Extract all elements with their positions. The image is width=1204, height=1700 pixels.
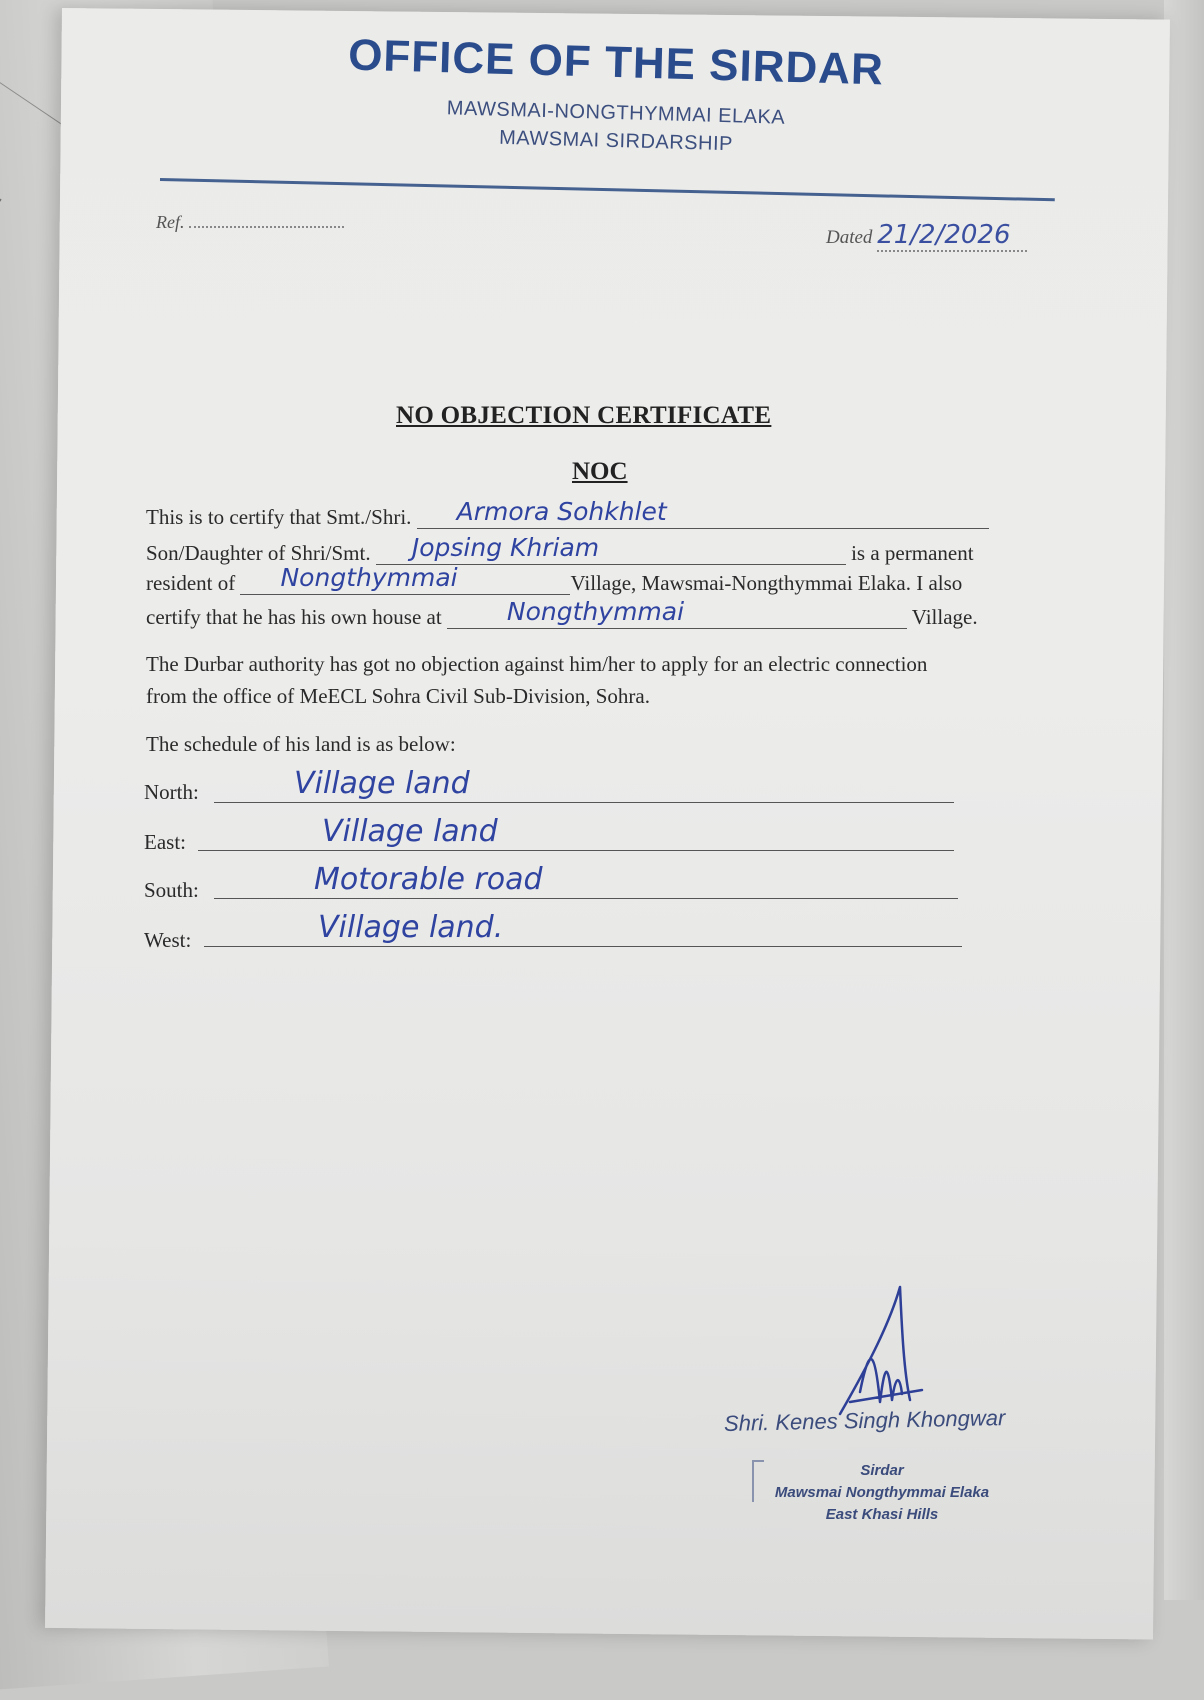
house-village-field — [447, 597, 907, 629]
signatory-name: Shri. Kenes Singh Khongwar — [723, 1405, 1006, 1436]
office-title: OFFICE OF THE SIRDAR — [347, 30, 885, 95]
cert-line-3 — [146, 563, 963, 596]
sirdarship-subtitle: MAWSMAI SIRDARSHIP — [498, 126, 734, 156]
parent-name-field — [376, 533, 846, 565]
east-value: Village land — [322, 814, 498, 849]
house-village: Nongthymmai — [506, 597, 685, 626]
stamp-title: Sirdar — [860, 1462, 904, 1479]
ref-field — [156, 212, 344, 233]
ref-value — [189, 226, 344, 228]
south-boundary-field — [214, 862, 958, 899]
north-boundary-field — [214, 766, 954, 803]
north-label: North: — [144, 780, 199, 804]
durbar-paragraph — [146, 648, 1056, 712]
west-label: West: — [144, 928, 192, 952]
cert-line-1 — [146, 497, 989, 530]
stamp-district: East Khasi Hills — [825, 1506, 939, 1523]
resident-village-field — [240, 563, 570, 595]
west-boundary-field — [204, 910, 962, 947]
schedule-intro: The schedule of his land is as below: — [146, 732, 456, 756]
stamp-elaka: Mawsmai Nongthymmai Elaka — [774, 1484, 990, 1501]
parent-name: Jopsing Khriam — [411, 533, 600, 562]
right-paper-stack — [1164, 0, 1204, 1600]
cert-line-4 — [146, 597, 978, 630]
durbar-line-2: from the office of MeECL Sohra Civil Sub-Division, Sohra. — [146, 684, 650, 708]
east-boundary-field — [198, 814, 954, 851]
elaka-subtitle: MAWSMAI-NONGTHYMMAI ELAKA — [446, 97, 786, 129]
dated-value: 21/2/2026 — [877, 220, 1027, 252]
certificate-title: NO OBJECTION CERTIFICATE — [396, 402, 772, 429]
line2-suffix: is a permanent — [851, 541, 974, 565]
line3-suffix: Village, Mawsmai-Nongthymmai Elaka. I also — [570, 571, 963, 595]
applicant-name-field — [417, 497, 989, 529]
dated-field — [826, 220, 1027, 252]
applicant-name: Armora Sohkhlet — [456, 497, 667, 526]
south-label: South: — [144, 878, 199, 902]
line2-prefix: Son/Daughter of Shri/Smt. — [146, 541, 371, 565]
sirdar-signature — [830, 1282, 930, 1422]
ref-label: Ref. — [156, 212, 185, 232]
dated-label: Dated — [826, 227, 873, 248]
line3-prefix: resident of — [146, 571, 236, 595]
west-value: Village land. — [318, 910, 504, 945]
line4-prefix: certify that he has his own house at — [146, 605, 442, 629]
durbar-line-1: The Durbar authority has got no objection against him/her to apply for an electric connection — [146, 652, 928, 676]
east-label: East: — [144, 830, 186, 854]
line4-suffix: Village. — [911, 605, 978, 629]
certificate-subtitle: NOC — [572, 458, 628, 485]
line1-prefix: This is to certify that Smt./Shri. — [146, 505, 412, 529]
north-value: Village land — [294, 766, 470, 801]
cert-line-2 — [146, 533, 974, 566]
resident-village: Nongthymmai — [280, 563, 458, 592]
south-value: Motorable road — [314, 862, 543, 897]
